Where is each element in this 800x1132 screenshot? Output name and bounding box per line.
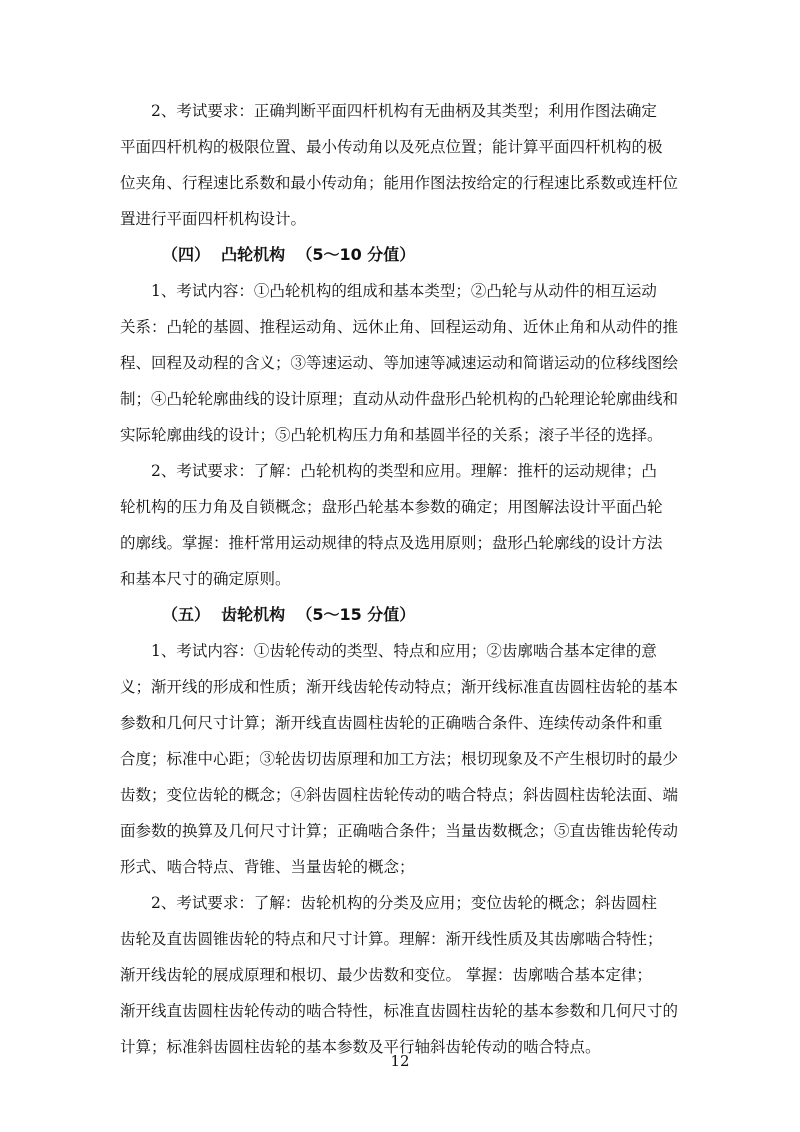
paragraph-line: 齿数；变位齿轮的概念；④斜齿圆柱齿轮传动的啮合特点；斜齿圆柱齿轮法面、端 bbox=[120, 786, 679, 804]
paragraph-line: 程、回程及动程的含义；③等速运动、等加速等减速运动和简谐运动的位移线图绘 bbox=[120, 354, 679, 372]
paragraph-line: 形式、啮合特点、背锥、当量齿轮的概念； bbox=[120, 858, 415, 876]
section4-requirements bbox=[120, 453, 686, 597]
paragraph-line: 义；渐开线的形成和性质；渐开线齿轮传动特点；渐开线标准直齿圆柱齿轮的基本 bbox=[120, 678, 679, 696]
paragraph-line: 和基本尺寸的确定原则。 bbox=[120, 570, 291, 588]
document-body bbox=[120, 93, 686, 1065]
paragraph-line: 位夹角、行程速比系数和最小传动角；能用作图法按给定的行程速比系数或连杆位 bbox=[120, 174, 679, 192]
section5-heading bbox=[120, 597, 686, 633]
paragraph-line: 齿轮及直齿圆锥齿轮的特点和尺寸计算。理解：渐开线性质及其齿廓啮合特性； bbox=[120, 930, 663, 948]
section4-content bbox=[120, 273, 686, 453]
paragraph-line: 渐开线齿轮的展成原理和根切、最少齿数和变位。 掌握：齿廓啮合基本定律； bbox=[120, 966, 652, 984]
section5-content bbox=[120, 633, 686, 885]
paragraph-line: 2、考试要求：了解：齿轮机构的分类及应用；变位齿轮的概念；斜齿圆柱 bbox=[151, 894, 657, 912]
paragraph-line: 轮机构的压力角及自锁概念；盘形凸轮基本参数的确定；用图解法设计平面凸轮 bbox=[120, 498, 663, 516]
paragraph-line: 合度；标准中心距；③轮齿切齿原理和加工方法；根切现象及不产生根切时的最少 bbox=[120, 750, 679, 768]
section-title: 凸轮机构 bbox=[221, 245, 286, 264]
paragraph-line: 面参数的换算及几何尺寸计算；正确啮合条件；当量齿数概念；⑤直齿锥齿轮传动 bbox=[120, 822, 679, 840]
section-score: （5～10 分值） bbox=[296, 245, 416, 264]
paragraph-line: 计算；标准斜齿圆柱齿轮的基本参数及平行轴斜齿轮传动的啮合特点。 bbox=[120, 1038, 601, 1056]
paragraph-line: 1、考试内容：①齿轮传动的类型、特点和应用；②齿廓啮合基本定律的意 bbox=[151, 642, 657, 660]
paragraph-line: 参数和几何尺寸计算；渐开线直齿圆柱齿轮的正确啮合条件、连续传动条件和重 bbox=[120, 714, 663, 732]
paragraph-line: 1、考试内容：①凸轮机构的组成和基本类型；②凸轮与从动件的相互运动 bbox=[151, 282, 657, 300]
section-title: 齿轮机构 bbox=[221, 605, 286, 624]
section5-requirements bbox=[120, 885, 686, 1065]
paragraph-line: 2、考试要求：正确判断平面四杆机构有无曲柄及其类型；利用作图法确定 bbox=[151, 102, 657, 120]
section-number: （五） bbox=[162, 605, 211, 624]
paragraph-line: 制；④凸轮轮廓曲线的设计原理；直动从动件盘形凸轮机构的凸轮理论轮廓曲线和 bbox=[120, 390, 679, 408]
page-number: 12 bbox=[390, 1052, 410, 1070]
paragraph-line: 关系：凸轮的基圆、推程运动角、远休止角、回程运动角、近休止角和从动件的推 bbox=[120, 318, 679, 336]
paragraph-line: 实际轮廓曲线的设计；⑤凸轮机构压力角和基圆半径的关系；滚子半径的选择。 bbox=[120, 426, 663, 444]
section-number: （四） bbox=[162, 245, 211, 264]
paragraph-line: 2、考试要求：了解：凸轮机构的类型和应用。理解：推杆的运动规律；凸 bbox=[151, 462, 657, 480]
section3-requirements bbox=[120, 93, 686, 237]
paragraph-line: 置进行平面四杆机构设计。 bbox=[120, 210, 307, 228]
paragraph-line: 平面四杆机构的极限位置、最小传动角以及死点位置；能计算平面四杆机构的极 bbox=[120, 138, 663, 156]
paragraph-line: 的廓线。掌握：推杆常用运动规律的特点及选用原则；盘形凸轮廓线的设计方法 bbox=[120, 534, 663, 552]
paragraph-line: 渐开线直齿圆柱齿轮传动的啮合特性，标准直齿圆柱齿轮的基本参数和几何尺寸的 bbox=[120, 1002, 679, 1020]
section-score: （5～15 分值） bbox=[296, 605, 416, 624]
section4-heading bbox=[120, 237, 686, 273]
